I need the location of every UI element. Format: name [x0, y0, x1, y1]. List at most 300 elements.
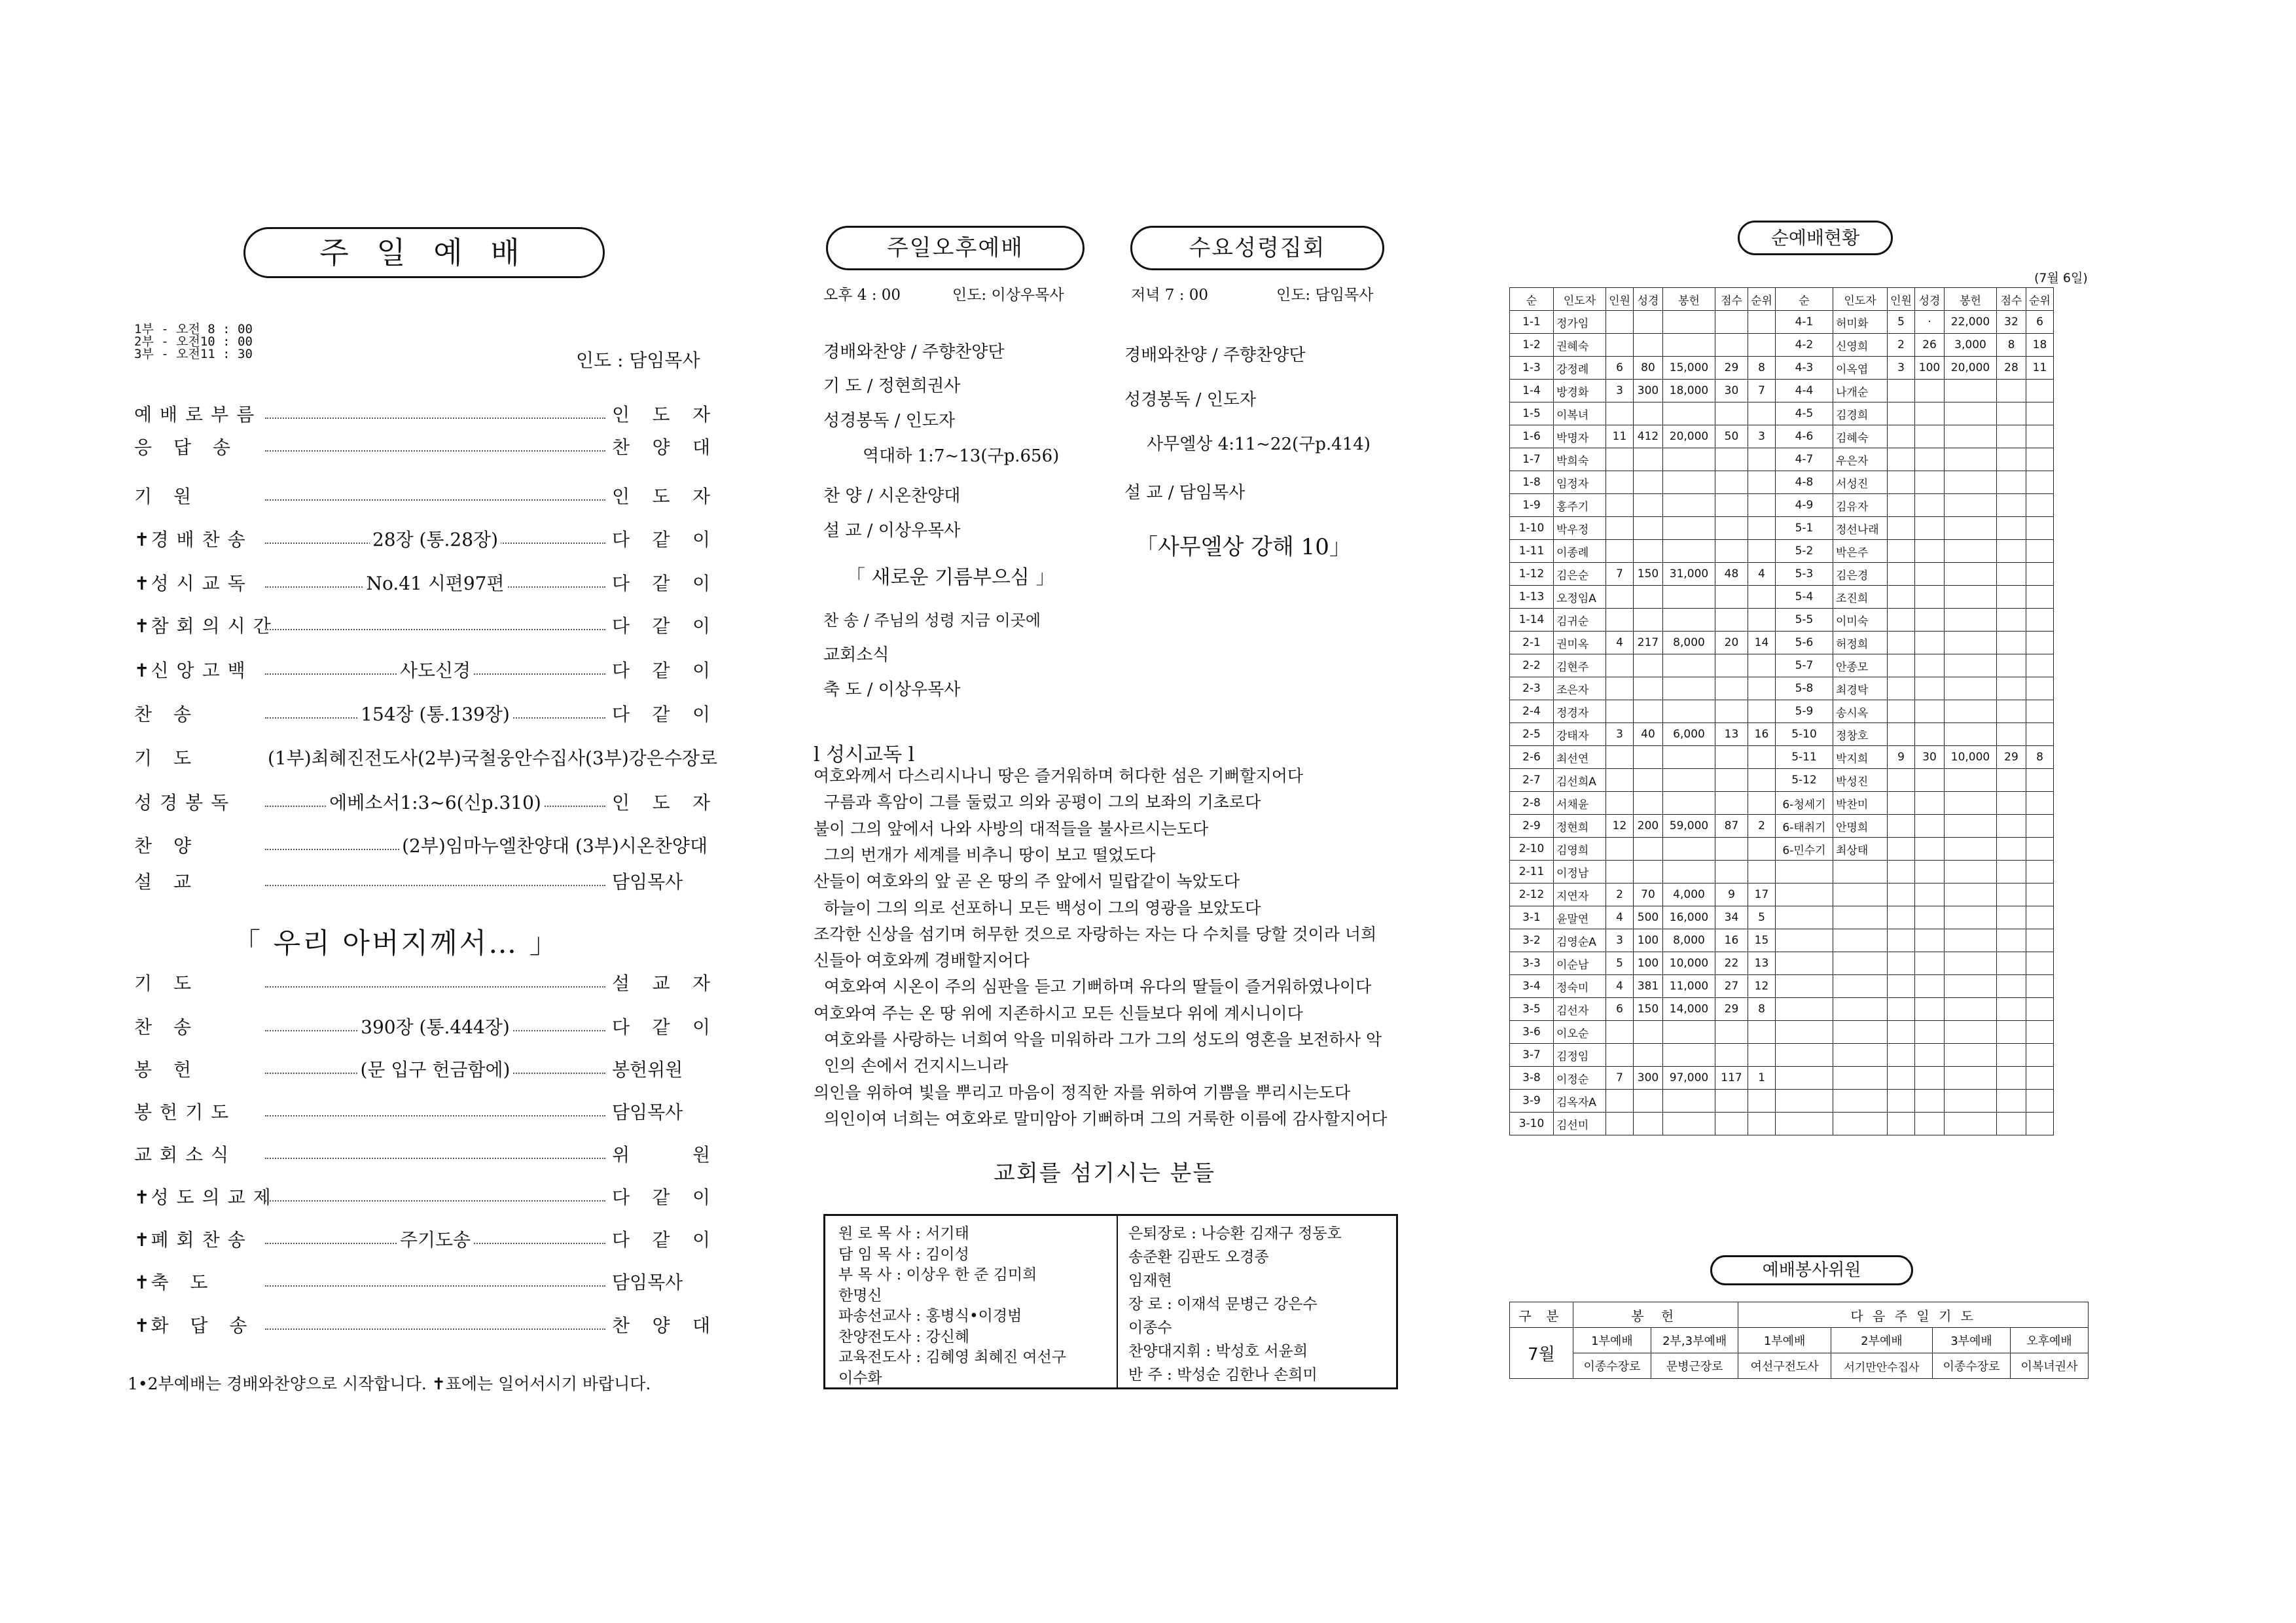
vol-gubun: 구 분 — [1510, 1302, 1573, 1328]
order-row — [134, 1311, 710, 1340]
attendance-cell — [1663, 471, 1715, 494]
attendance-cell: 3 — [1888, 357, 1915, 380]
attendance-cell: 김선희A — [1554, 769, 1606, 792]
empty-cell — [2026, 906, 2054, 929]
table-row — [1510, 1067, 2054, 1090]
attendance-cell — [1715, 861, 1748, 883]
order-label — [134, 832, 199, 858]
attendance-cell: 97,000 — [1663, 1067, 1715, 1090]
order-label-text: 폐회찬송 — [151, 1229, 253, 1251]
attendance-cell — [1715, 700, 1748, 723]
attendance-cell — [1748, 769, 1776, 792]
attendance-cell: 윤말연 — [1554, 906, 1606, 929]
order-leader: 찬 양 대 — [612, 1315, 710, 1336]
attendance-cell: 김현주 — [1554, 654, 1606, 677]
empty-cell — [1915, 929, 1945, 952]
attendance-cell: 신영희 — [1833, 334, 1888, 357]
order-row — [134, 1098, 710, 1127]
attendance-cell — [1715, 448, 1748, 471]
attendance-cell — [1634, 494, 1663, 517]
attendance-cell — [1606, 448, 1634, 471]
reading-line: 여호와께서 다스리시나니 땅은 즐거워하며 허다한 섬은 기뻐할지어다 — [814, 766, 1304, 785]
attendance-cell — [1997, 494, 2026, 517]
attendance-cell — [1606, 471, 1634, 494]
attendance-cell — [1945, 380, 1997, 402]
attendance-cell — [1748, 792, 1776, 815]
vol-subheader: 오후예배 — [2011, 1328, 2089, 1353]
order-label — [134, 1056, 199, 1082]
attendance-cell — [1915, 380, 1945, 402]
table-row — [1510, 357, 2054, 380]
empty-cell — [1945, 975, 1997, 998]
attendance-cell: 조은자 — [1554, 677, 1606, 700]
attendance-cell — [1888, 517, 1915, 540]
attendance-cell — [1634, 1044, 1663, 1067]
server-line: 임재현 — [1128, 1272, 1172, 1289]
attendance-cell — [2026, 632, 2054, 654]
attendance-cell — [1663, 746, 1715, 769]
afternoon-item: 성경봉독 / 인도자 — [823, 411, 956, 431]
attendance-cell — [1634, 1021, 1663, 1044]
attendance-cell: 20,000 — [1945, 357, 1997, 380]
attendance-cell: 송시옥 — [1833, 700, 1888, 723]
empty-cell — [1776, 1044, 1833, 1067]
attendance-cell — [2026, 380, 2054, 402]
empty-cell — [1945, 1113, 1997, 1135]
vol-subheader: 3부예배 — [1933, 1328, 2011, 1353]
attendance-cell — [1997, 700, 2026, 723]
attendance-cell: 2 — [1888, 334, 1915, 357]
attendance-cell — [1663, 402, 1715, 425]
attendance-cell — [1915, 792, 1945, 815]
order-label — [134, 569, 253, 596]
afternoon-service-title: 주일오후예배 — [886, 235, 1024, 261]
attendance-cell — [2026, 792, 2054, 815]
afternoon-item: 설 교 / 이상우목사 — [823, 521, 961, 541]
server-line: 담 임 목 사 : 김이성 — [838, 1245, 969, 1263]
empty-cell — [1833, 906, 1888, 929]
empty-cell — [1945, 861, 1997, 883]
attendance-cell — [1606, 1021, 1634, 1044]
attendance-cell — [1748, 1021, 1776, 1044]
sunday-service-title: 주 일 예 배 — [319, 235, 529, 270]
vol-subheader: 1부예배 — [1573, 1328, 1651, 1353]
attendance-cell: 2-9 — [1510, 815, 1554, 838]
attendance-cell: 100 — [1634, 929, 1663, 952]
attendance-cell — [1915, 723, 1945, 746]
attendance-cell — [1888, 769, 1915, 792]
attendance-cell — [1715, 654, 1748, 677]
wednesday-item: 설 교 / 담임목사 — [1124, 483, 1246, 503]
attendance-cell — [1634, 471, 1663, 494]
attendance-cell: 48 — [1715, 563, 1748, 586]
attendance-cell — [1606, 402, 1634, 425]
table-row — [1510, 952, 2054, 975]
attendance-cell — [1606, 311, 1634, 334]
attendance-cell: 217 — [1634, 632, 1663, 654]
server-line: 장 로 : 이재석 문병근 강은수 — [1128, 1296, 1318, 1313]
leader-dots — [265, 986, 605, 988]
order-row — [134, 868, 710, 897]
attendance-cell: 28 — [1997, 357, 2026, 380]
empty-cell — [1945, 906, 1997, 929]
attendance-cell: 정선나래 — [1833, 517, 1888, 540]
order-label — [134, 744, 199, 770]
attendance-cell — [1748, 1113, 1776, 1135]
reading-line: 여호와를 사랑하는 너희여 악을 미워하라 그가 그의 성도의 영혼을 보전하사 악 — [814, 1030, 1382, 1049]
attendance-cell — [2026, 448, 2054, 471]
attendance-cell: 8 — [2026, 746, 2054, 769]
order-row — [134, 433, 710, 462]
volunteer-table — [1509, 1302, 2089, 1379]
leader-dots — [265, 499, 605, 501]
empty-cell — [1833, 975, 1888, 998]
order-label-text: 성시교독 — [151, 573, 253, 594]
attendance-cell — [1915, 700, 1945, 723]
empty-cell — [1915, 1067, 1945, 1090]
order-leader: 다 같 이 — [612, 660, 710, 681]
attendance-cell — [1715, 1113, 1748, 1135]
empty-cell — [1945, 1090, 1997, 1113]
sunday-service-title-box — [243, 227, 605, 278]
attendance-cell: 이순남 — [1554, 952, 1606, 975]
attendance-cell — [1945, 471, 1997, 494]
empty-cell — [1776, 1067, 1833, 1090]
attendance-cell — [1606, 494, 1634, 517]
attendance-cell — [1606, 746, 1634, 769]
afternoon-time: 오후 4 : 00 — [823, 287, 901, 304]
attendance-cell: 3 — [1606, 929, 1634, 952]
leader-dots — [265, 885, 605, 886]
attendance-cell: 11,000 — [1663, 975, 1715, 998]
order-label-text: 기 원 — [134, 486, 199, 507]
empty-cell — [1945, 1067, 1997, 1090]
attendance-header: 점수 — [1715, 288, 1748, 311]
table-row — [1510, 1113, 2054, 1135]
attendance-cell: 150 — [1634, 563, 1663, 586]
attendance-header: 순위 — [2026, 288, 2054, 311]
attendance-cell: 5-9 — [1776, 700, 1833, 723]
attendance-cell: 3 — [1748, 425, 1776, 448]
attendance-cell: 강태자 — [1554, 723, 1606, 746]
empty-cell — [1945, 883, 1997, 906]
attendance-cell: 2 — [1606, 883, 1634, 906]
attendance-cell: 이복녀 — [1554, 402, 1606, 425]
attendance-cell: 20 — [1715, 632, 1748, 654]
attendance-cell — [1606, 1044, 1634, 1067]
empty-cell — [1997, 1044, 2026, 1067]
attendance-cell — [1945, 677, 1997, 700]
wednesday-leader: 인도: 담임목사 — [1276, 287, 1374, 304]
attendance-cell: 300 — [1634, 1067, 1663, 1090]
table-row — [1510, 746, 2054, 769]
order-detail — [265, 789, 605, 815]
attendance-cell: 5-2 — [1776, 540, 1833, 563]
attendance-header: 순 — [1776, 288, 1833, 311]
servers-divider — [1117, 1216, 1118, 1387]
attendance-cell — [1715, 586, 1748, 609]
attendance-cell: 5-8 — [1776, 677, 1833, 700]
attendance-cell: 22 — [1715, 952, 1748, 975]
attendance-cell: 5-6 — [1776, 632, 1833, 654]
attendance-cell: 32 — [1997, 311, 2026, 334]
order-row — [134, 401, 710, 429]
attendance-cell — [1915, 632, 1945, 654]
attendance-cell — [1915, 448, 1945, 471]
attendance-cell: 1-12 — [1510, 563, 1554, 586]
empty-cell — [2026, 1067, 2054, 1090]
attendance-cell — [1663, 1113, 1715, 1135]
attendance-cell — [2026, 517, 2054, 540]
attendance-cell: 최선연 — [1554, 746, 1606, 769]
empty-cell — [1776, 883, 1833, 906]
empty-cell — [1776, 861, 1833, 883]
attendance-cell: 2-4 — [1510, 700, 1554, 723]
attendance-cell: 20,000 — [1663, 425, 1715, 448]
service-leader: 인도 : 담임목사 — [576, 349, 700, 371]
empty-cell — [1776, 952, 1833, 975]
attendance-cell: 381 — [1634, 975, 1663, 998]
attendance-cell: 5-11 — [1776, 746, 1833, 769]
order-label — [134, 433, 238, 459]
wednesday-scripture: 사무엘상 4:11~22(구p.414) — [1147, 435, 1371, 454]
attendance-cell: 8,000 — [1663, 929, 1715, 952]
attendance-cell: 서채윤 — [1554, 792, 1606, 815]
attendance-cell: 6 — [1606, 998, 1634, 1021]
empty-cell — [1833, 998, 1888, 1021]
order-leader: 다 같 이 — [612, 1229, 710, 1251]
order-row — [134, 1183, 710, 1212]
attendance-cell — [1945, 632, 1997, 654]
attendance-cell: 4 — [1606, 632, 1634, 654]
server-line: 이수화 — [838, 1369, 882, 1387]
attendance-cell — [1606, 586, 1634, 609]
attendance-cell — [1945, 792, 1997, 815]
leader-dots — [265, 1285, 605, 1287]
attendance-cell — [1945, 586, 1997, 609]
empty-cell — [1997, 883, 2026, 906]
attendance-cell — [1997, 402, 2026, 425]
attendance-cell: 김경희 — [1833, 402, 1888, 425]
afternoon-item: 찬 송 / 주님의 성령 지금 이곳에 — [823, 611, 1041, 630]
attendance-cell: 14,000 — [1663, 998, 1715, 1021]
attendance-cell: 6 — [2026, 311, 2054, 334]
attendance-cell — [1634, 861, 1663, 883]
table-row — [1510, 723, 2054, 746]
order-detail — [265, 1226, 605, 1252]
empty-cell — [1915, 883, 1945, 906]
reading-line: 산들이 여호와의 앞 곧 온 땅의 주 앞에서 밀랍같이 녹았도다 — [814, 872, 1240, 891]
attendance-cell: 4 — [1748, 563, 1776, 586]
attendance-cell: 80 — [1634, 357, 1663, 380]
order-detail — [265, 526, 605, 552]
attendance-cell: 허미화 — [1833, 311, 1888, 334]
attendance-cell — [1997, 769, 2026, 792]
attendance-cell — [1997, 723, 2026, 746]
attendance-cell — [1888, 563, 1915, 586]
service-time-2: 2부 - 오전10 : 00 — [134, 334, 253, 349]
service-times — [134, 323, 253, 361]
order-label — [134, 1268, 215, 1294]
attendance-cell: 6-태취기 — [1776, 815, 1833, 838]
empty-cell — [1997, 929, 2026, 952]
order-leader: 다 같 이 — [612, 573, 710, 594]
attendance-cell: 허정희 — [1833, 632, 1888, 654]
order-leader: 찬 양 대 — [612, 437, 710, 458]
attendance-cell: 9 — [1888, 746, 1915, 769]
attendance-cell: 13 — [1715, 723, 1748, 746]
empty-cell — [1945, 1021, 1997, 1044]
attendance-header: 인도자 — [1833, 288, 1888, 311]
attendance-cell — [1606, 792, 1634, 815]
attendance-table — [1509, 287, 2054, 1135]
attendance-cell — [1606, 1090, 1634, 1113]
attendance-cell — [1663, 334, 1715, 357]
order-detail-text: No.41 시편97편 — [363, 573, 507, 594]
attendance-cell: 7 — [1606, 563, 1634, 586]
attendance-cell: 5-4 — [1776, 586, 1833, 609]
order-label — [134, 1183, 279, 1209]
table-row — [1510, 517, 2054, 540]
vol-bongheon: 봉 헌 — [1573, 1302, 1738, 1328]
attendance-cell: 최경탁 — [1833, 677, 1888, 700]
attendance-cell: 5-5 — [1776, 609, 1833, 632]
order-detail-text: 154장 (통.139장) — [358, 704, 512, 725]
attendance-cell — [1888, 815, 1915, 838]
reading-line: 그의 번개가 세계를 비추니 땅이 보고 떨었도다 — [814, 845, 1156, 865]
order-row — [134, 744, 717, 773]
order-leader: 다 같 이 — [612, 529, 710, 550]
table-row — [1510, 838, 2054, 861]
attendance-cell — [1945, 609, 1997, 632]
attendance-cell: 2 — [1748, 815, 1776, 838]
attendance-cell — [1748, 402, 1776, 425]
attendance-cell — [1997, 425, 2026, 448]
order-detail — [265, 656, 605, 683]
attendance-header: 점수 — [1997, 288, 2026, 311]
attendance-cell — [1888, 425, 1915, 448]
empty-cell — [1833, 883, 1888, 906]
attendance-cell: 7 — [1606, 1067, 1634, 1090]
attendance-cell — [2026, 609, 2054, 632]
reading-line: 여호와여 시온이 주의 심판을 듣고 기뻐하며 유다의 딸들이 즐거워하였나이다 — [814, 977, 1372, 997]
order-label — [134, 1141, 236, 1167]
attendance-cell: 1-1 — [1510, 311, 1554, 334]
attendance-cell — [1748, 838, 1776, 861]
order-detail-text: 주기도송 — [397, 1229, 473, 1251]
attendance-cell: 6-민수기 — [1776, 838, 1833, 861]
attendance-cell — [1748, 1044, 1776, 1067]
table-row — [1510, 792, 2054, 815]
attendance-cell: 3-8 — [1510, 1067, 1554, 1090]
table-row — [1510, 540, 2054, 563]
vol-name: 여선구전도사 — [1738, 1353, 1831, 1379]
attendance-cell: 안종모 — [1833, 654, 1888, 677]
attendance-cell: 30 — [1715, 380, 1748, 402]
attendance-cell: 100 — [1915, 357, 1945, 380]
attendance-cell — [1915, 769, 1945, 792]
attendance-cell: 5 — [1606, 952, 1634, 975]
wednesday-service-title: 수요성령집회 — [1189, 235, 1326, 261]
order-leader: 인 도 자 — [612, 404, 710, 425]
attendance-cell — [1663, 517, 1715, 540]
attendance-cell — [1748, 311, 1776, 334]
attendance-cell: 18,000 — [1663, 380, 1715, 402]
attendance-cell — [1634, 586, 1663, 609]
order-detail — [265, 1013, 605, 1039]
attendance-cell — [1634, 654, 1663, 677]
attendance-cell — [1715, 792, 1748, 815]
reading-line: 하늘이 그의 의로 선포하니 모든 백성이 그의 영광을 보았도다 — [814, 898, 1261, 918]
attendance-cell: 정현희 — [1554, 815, 1606, 838]
order-label-text: 응 답 송 — [134, 437, 238, 458]
attendance-cell — [2026, 838, 2054, 861]
vol-name: 서기만안수집사 — [1831, 1353, 1932, 1379]
attendance-cell: 6,000 — [1663, 723, 1715, 746]
attendance-cell — [1715, 540, 1748, 563]
attendance-cell: 1-4 — [1510, 380, 1554, 402]
attendance-cell: 4-6 — [1776, 425, 1833, 448]
empty-cell — [2026, 1113, 2054, 1135]
empty-cell — [1888, 998, 1915, 1021]
attendance-cell: 59,000 — [1663, 815, 1715, 838]
attendance-cell: 권미옥 — [1554, 632, 1606, 654]
attendance-cell: 방경화 — [1554, 380, 1606, 402]
wednesday-item: 성경봉독 / 인도자 — [1124, 390, 1257, 410]
order-label — [134, 1013, 199, 1039]
attendance-cell — [1915, 517, 1945, 540]
table-row — [1510, 998, 2054, 1021]
vol-subheader: 1부예배 — [1738, 1328, 1831, 1353]
empty-cell — [1915, 906, 1945, 929]
attendance-header: 성경 — [1634, 288, 1663, 311]
attendance-cell — [1715, 517, 1748, 540]
attendance-cell — [1663, 677, 1715, 700]
attendance-cell: 지연자 — [1554, 883, 1606, 906]
table-row — [1510, 1090, 2054, 1113]
attendance-cell: 11 — [1606, 425, 1634, 448]
attendance-cell — [1634, 517, 1663, 540]
attendance-cell: 최상태 — [1833, 838, 1888, 861]
attendance-cell — [1945, 723, 1997, 746]
server-line: 찬양전도사 : 강신혜 — [838, 1328, 970, 1346]
attendance-cell: 1-7 — [1510, 448, 1554, 471]
attendance-cell: 나개순 — [1833, 380, 1888, 402]
attendance-title: 순예배현황 — [1770, 227, 1860, 249]
attendance-cell: 2-5 — [1510, 723, 1554, 746]
table-row — [1510, 586, 2054, 609]
reading-line: 의인이여 너희는 여호와로 말미암아 기뻐하며 그의 거룩한 이름에 감사할지어다 — [814, 1109, 1388, 1128]
attendance-cell — [1748, 746, 1776, 769]
empty-cell — [2026, 952, 2054, 975]
order-label-text: 화 답 송 — [151, 1315, 255, 1336]
attendance-cell: 3-4 — [1510, 975, 1554, 998]
attendance-cell: 5-7 — [1776, 654, 1833, 677]
reading-line: 인의 손에서 건지시느니라 — [814, 1056, 1009, 1076]
table-row — [1510, 632, 2054, 654]
attendance-cell: 16 — [1715, 929, 1748, 952]
attendance-cell: 4 — [1606, 906, 1634, 929]
attendance-cell: 권혜숙 — [1554, 334, 1606, 357]
attendance-cell: 정경자 — [1554, 700, 1606, 723]
attendance-cell: 5-3 — [1776, 563, 1833, 586]
empty-cell — [1915, 1021, 1945, 1044]
empty-cell — [1915, 1044, 1945, 1067]
attendance-cell: 87 — [1715, 815, 1748, 838]
attendance-header-row — [1510, 288, 2054, 311]
attendance-cell: 이종례 — [1554, 540, 1606, 563]
order-label — [134, 700, 199, 726]
